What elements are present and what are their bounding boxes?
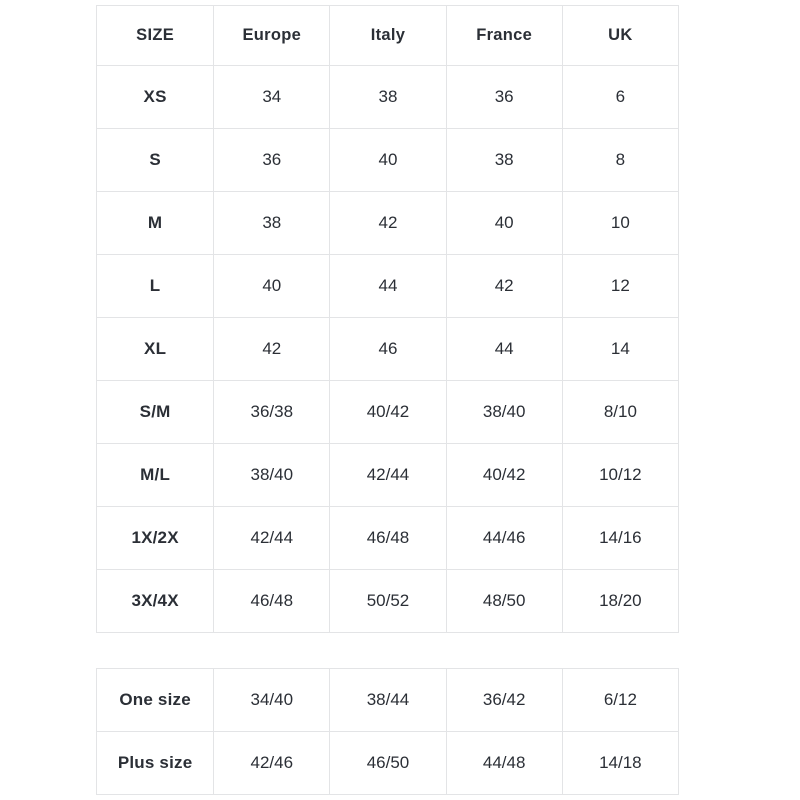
table-row <box>97 507 679 570</box>
column-header-uk: UK <box>562 6 678 66</box>
cell-france: 36 <box>446 66 562 129</box>
row-label: S <box>97 129 214 192</box>
row-label: XS <box>97 66 214 129</box>
cell-uk: 18/20 <box>562 570 678 633</box>
cell-france: 44 <box>446 318 562 381</box>
row-label: One size <box>97 669 214 732</box>
cell-italy: 38/44 <box>330 669 446 732</box>
cell-uk: 10/12 <box>562 444 678 507</box>
row-label: 3X/4X <box>97 570 214 633</box>
table-row <box>97 66 679 129</box>
cell-europe: 36 <box>214 129 330 192</box>
row-label: 1X/2X <box>97 507 214 570</box>
cell-europe: 42 <box>214 318 330 381</box>
cell-uk: 14/18 <box>562 732 678 795</box>
cell-france: 42 <box>446 255 562 318</box>
cell-uk: 8 <box>562 129 678 192</box>
table-row <box>97 129 679 192</box>
table-row <box>97 444 679 507</box>
cell-uk: 12 <box>562 255 678 318</box>
column-header-size: SIZE <box>97 6 214 66</box>
cell-italy: 44 <box>330 255 446 318</box>
table-row <box>97 255 679 318</box>
cell-europe: 34/40 <box>214 669 330 732</box>
cell-uk: 6/12 <box>562 669 678 732</box>
cell-uk: 6 <box>562 66 678 129</box>
cell-europe: 36/38 <box>214 381 330 444</box>
cell-italy: 42 <box>330 192 446 255</box>
column-header-italy: Italy <box>330 6 446 66</box>
cell-france: 38 <box>446 129 562 192</box>
row-label: L <box>97 255 214 318</box>
cell-uk: 10 <box>562 192 678 255</box>
row-label: XL <box>97 318 214 381</box>
one-size-conversion-table <box>96 668 679 795</box>
cell-europe: 42/44 <box>214 507 330 570</box>
cell-france: 40/42 <box>446 444 562 507</box>
cell-italy: 38 <box>330 66 446 129</box>
cell-france: 40 <box>446 192 562 255</box>
table-header-row <box>97 6 679 66</box>
cell-italy: 46/50 <box>330 732 446 795</box>
cell-italy: 46/48 <box>330 507 446 570</box>
cell-france: 48/50 <box>446 570 562 633</box>
cell-europe: 38 <box>214 192 330 255</box>
cell-italy: 40 <box>330 129 446 192</box>
cell-france: 36/42 <box>446 669 562 732</box>
table-row <box>97 381 679 444</box>
cell-italy: 40/42 <box>330 381 446 444</box>
row-label: S/M <box>97 381 214 444</box>
table-row <box>97 318 679 381</box>
cell-uk: 8/10 <box>562 381 678 444</box>
cell-europe: 38/40 <box>214 444 330 507</box>
cell-europe: 42/46 <box>214 732 330 795</box>
row-label: Plus size <box>97 732 214 795</box>
table-row <box>97 732 679 795</box>
cell-europe: 46/48 <box>214 570 330 633</box>
cell-france: 38/40 <box>446 381 562 444</box>
table-row <box>97 669 679 732</box>
cell-france: 44/46 <box>446 507 562 570</box>
row-label: M <box>97 192 214 255</box>
cell-uk: 14/16 <box>562 507 678 570</box>
cell-europe: 40 <box>214 255 330 318</box>
column-header-france: France <box>446 6 562 66</box>
cell-italy: 50/52 <box>330 570 446 633</box>
cell-italy: 46 <box>330 318 446 381</box>
column-header-europe: Europe <box>214 6 330 66</box>
size-conversion-table <box>96 5 679 633</box>
cell-france: 44/48 <box>446 732 562 795</box>
cell-italy: 42/44 <box>330 444 446 507</box>
cell-europe: 34 <box>214 66 330 129</box>
row-label: M/L <box>97 444 214 507</box>
table-row <box>97 570 679 633</box>
table-row <box>97 192 679 255</box>
cell-uk: 14 <box>562 318 678 381</box>
